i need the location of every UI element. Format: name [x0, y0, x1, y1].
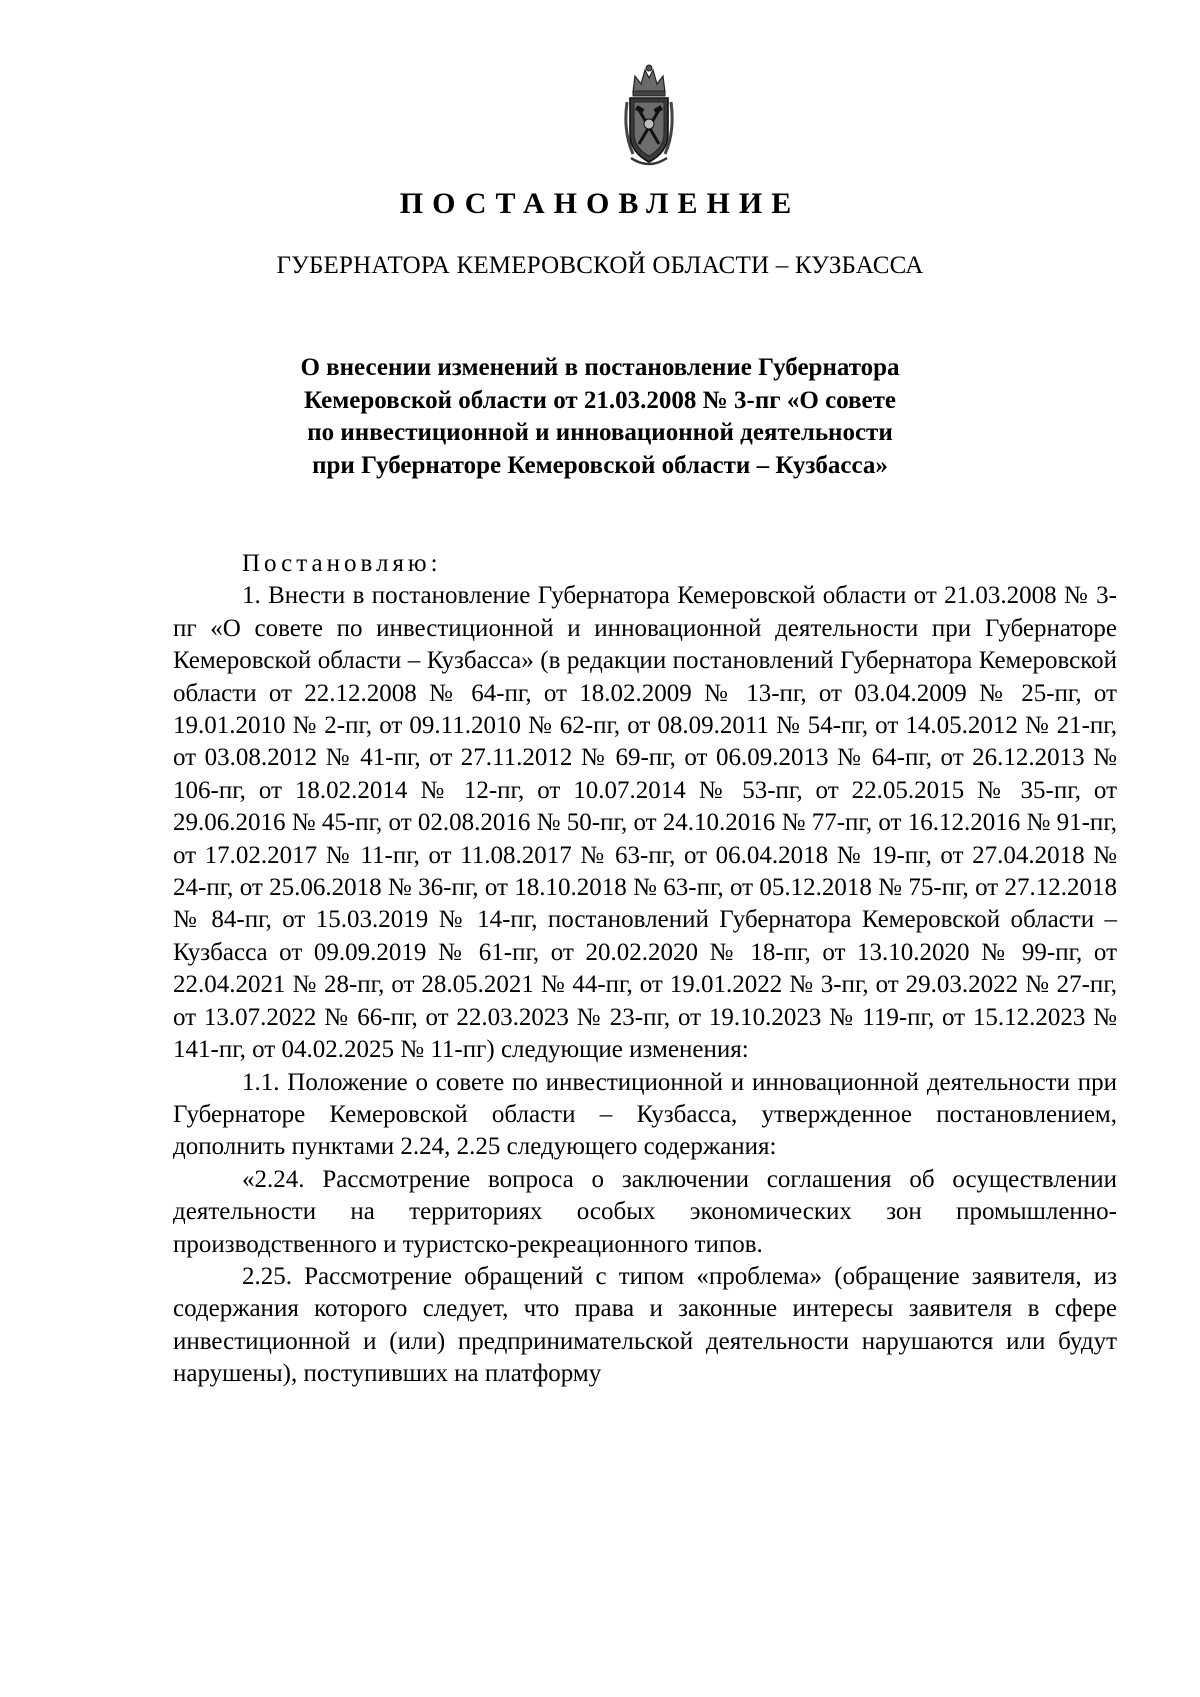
paragraph-2-25: 2.25. Рассмотрение обращений с типом «проблема» (обращение заявителя, из содержания которого следует, что права и законные интересы заявителя в сфере инвестиционной и (или) предпринимательской деятельности нарушаются или будут нарушены), поступивших на платформу	[173, 1262, 1117, 1388]
paragraph-1: 1. Внести в постановление Губернатора Кемеровской области от 21.03.2008 № 3-пг «О совете по инвестиционной и инновационной деятельности при Губернаторе Кемеровской области – Кузбасса» (в редакции постановлений Губернатора Кемеровской области от 22.12.2008 № 64-пг, от 18.02.2009 № 13-пг, от 03.04.2009 № 25-пг, от 19.01.2010 № 2-пг, от 09.11.2010 № 62-пг, от 08.09.2011 № 54-пг, от 14.05.2012 № 21-пг, от 03.08.2012 № 41-пг, от 27.11.2012 № 69-пг, от 06.09.2013 № 64-пг, от 26.12.2013 № 106-пг, от 18.02.2014 № 12-пг, от 10.07.2014 № 53-пг, от 22.05.2015 № 35-пг, от 29.06.2016 № 45-пг, от 02.08.2016 № 50-пг, от 24.10.2016 № 77-пг, от 16.12.2016 № 91-пг, от 17.02.2017 № 11-пг, от 11.08.2017 № 63-пг, от 06.04.2018 № 19-пг, от 27.04.2018 № 24-пг, от 25.06.2018 № 36-пг, от 18.10.2018 № 63-пг, от 05.12.2018 № 75-пг, от 27.12.2018 № 84-пг, от 15.03.2019 № 14-пг, постановлений Губернатора Кемеровской области – Кузбасса от 09.09.2019 № 61-пг, от 20.02.2020 № 18-пг, от 13.10.2020 № 99-пг, от 22.04.2021 № 28-пг, от 28.05.2021 № 44-пг, от 19.01.2022 № 3-пг, от 29.03.2022 № 27-пг, от 13.07.2022 № 66-пг, от 22.03.2023 № 23-пг, от 19.10.2023 № 119-пг, от 15.12.2023 № 141-пг, от 04.02.2025 № 11-пг) следующие изменения:	[173, 582, 1117, 1064]
document-title	[150, 352, 1050, 482]
title-line: О внесении изменений в постановление Губернатора	[300, 354, 900, 381]
coat-of-arms-icon	[619, 62, 679, 170]
title-line: Кемеровской области от 21.03.2008 № 3-пг «О совете	[303, 386, 897, 414]
document-type-heading: ПОСТАНОВЛЕНИЕ	[399, 187, 801, 220]
decree-word: Постановляю:	[242, 550, 442, 577]
document-body	[173, 548, 1117, 1391]
title-line: при Губернаторе Кемеровской области – Кузбасса»	[312, 451, 888, 479]
paragraph-2-24: «2.24. Рассмотрение вопроса о заключении соглашения об осуществлении деятельности на территориях особых экономических зон промышленно-производственного и туристско-рекреационного типов.	[173, 1165, 1117, 1258]
issuer-heading: ГУБЕРНАТОРА КЕМЕРОВСКОЙ ОБЛАСТИ – КУЗБАССА	[276, 252, 924, 279]
paragraph-1-1: 1.1. Положение о совете по инвестиционной и инновационной деятельности при Губернаторе Кемеровской области – Кузбасса, утвержденное постановлением, дополнить пунктами 2.24, 2.25 следующего содержания:	[173, 1068, 1117, 1161]
title-line: по инвестиционной и инновационной деятельности	[307, 419, 893, 446]
